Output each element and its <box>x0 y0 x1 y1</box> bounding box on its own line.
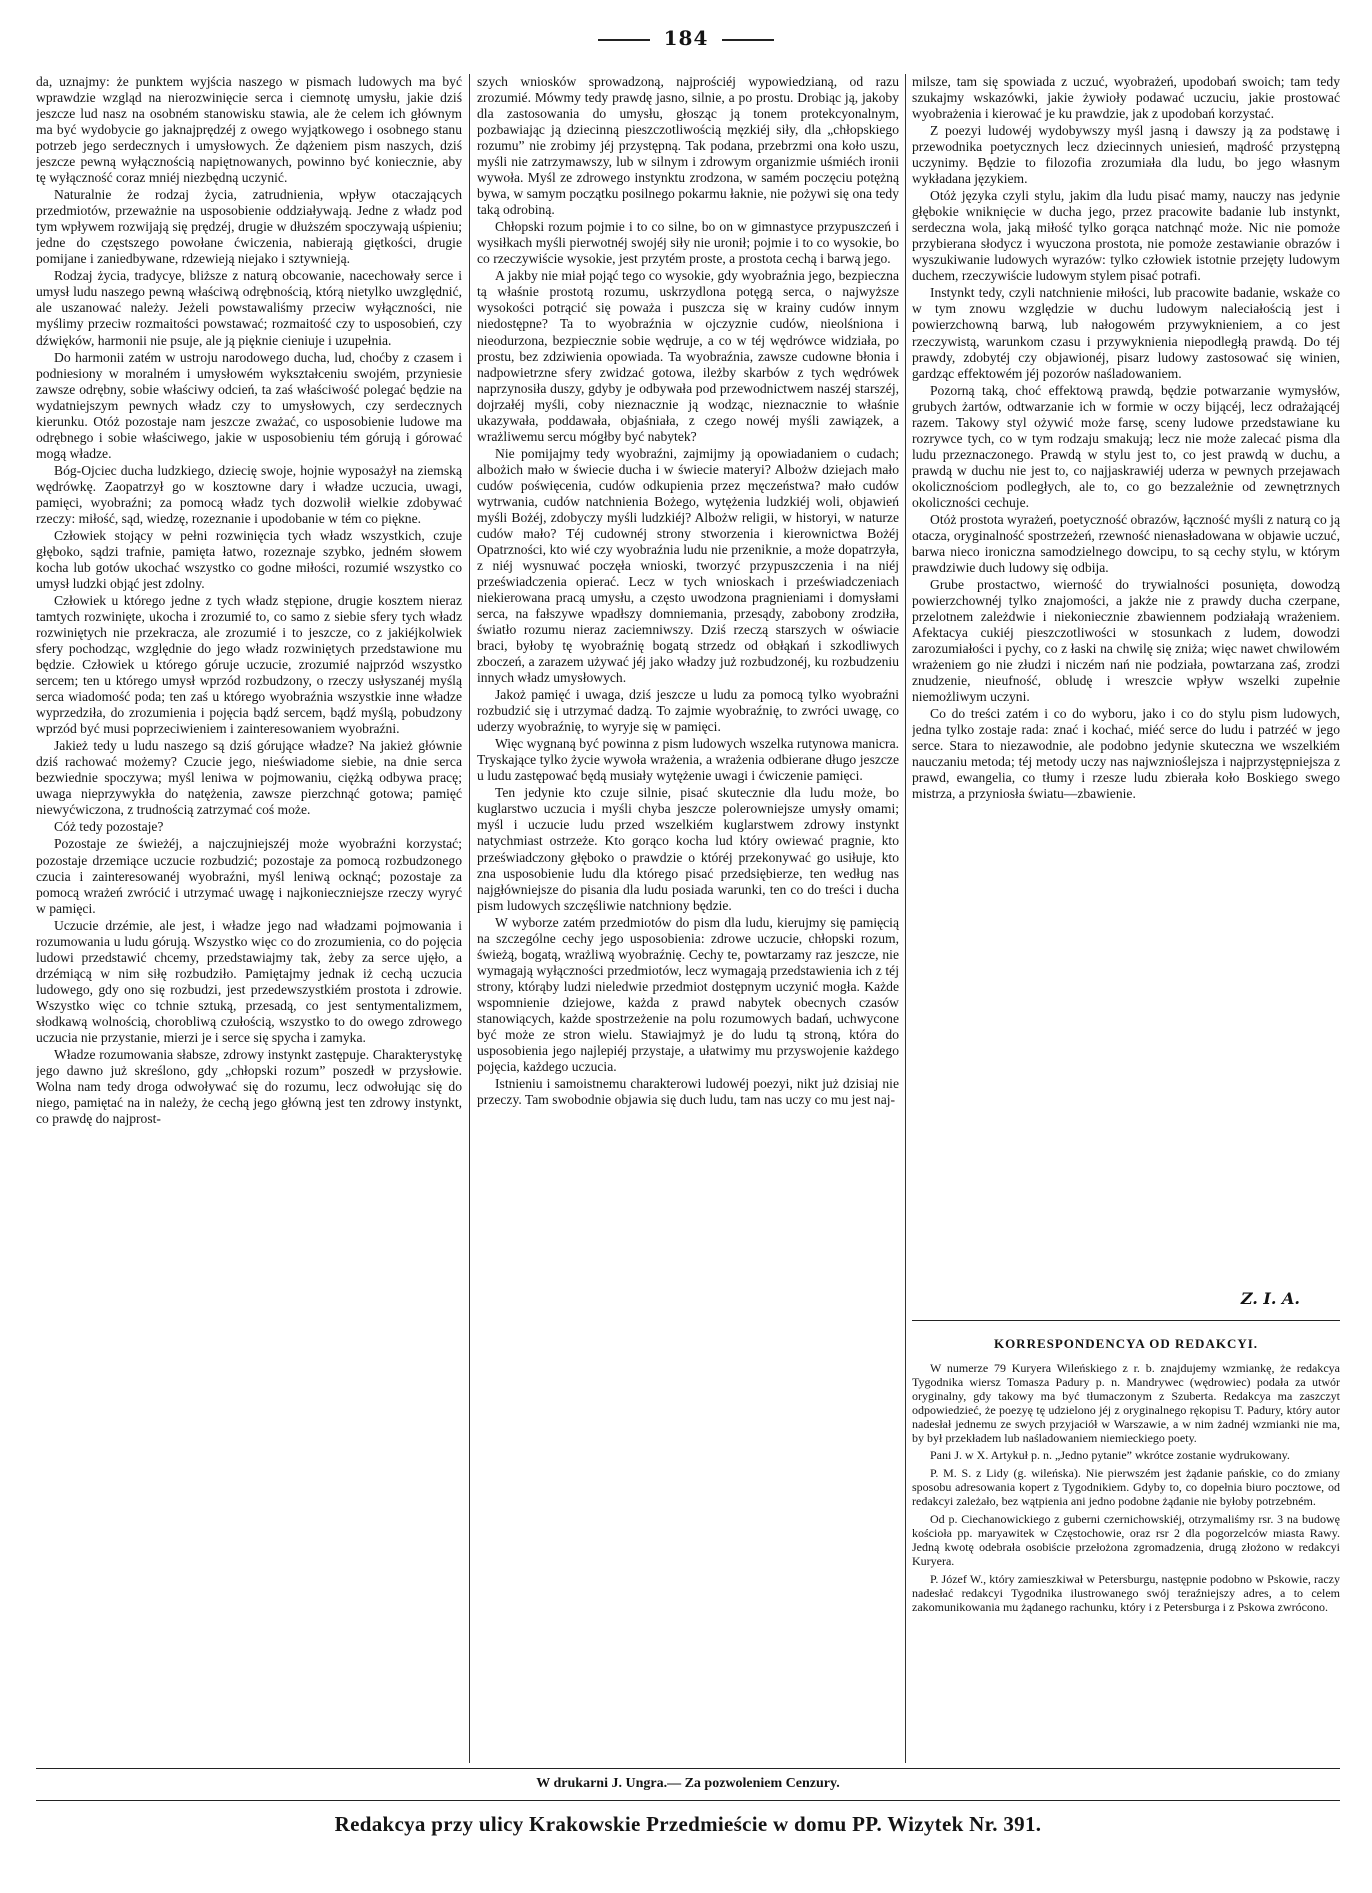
article-paragraph: Pozorną taką, choć effektową prawdą, będzie potwarzanie wymysłów, grubych żartów, odtwarzanie ich w formie w oczy bijącéj, lecz odrażającéj razem. Takowy styl ożywić może farsę, sceny ludowe przedstawiane ku rozrywce tych, co w tym rodzaju smakują; lecz nie może zalecać pisma dla ludu przeznaczonego. Prawdą w stylu jest to, co jest prawdą w duchu, a prawdą w duchu nie jest to, co najjaskrawiéj uderza w pewnych przejawach okolicznościom podległych, ale to, co go bezzależnie od zewnętrznych okoliczności cechuje. <box>912 382 1340 510</box>
correspondence-item: W numerze 79 Kuryera Wileńskiego z r. b. znajdujemy wzmiankę, że redakcya Tygodnika wiersz Tomasza Padury p. n. Mandrywec (wędrowiec) podała za utwór oryginalny, gdy takowy ma być tłumaczonym z Szuberta. Redakcya ma zaszczyt odpowiedzieć, że poezyę tę udzielono jéj z oryginalnego rękopisu T. Padury, który autor nadesłał jednemu ze swych przyjaciół w Warszawie, a w nim żadnéj wzmianki nie ma, by był przekładem lub naśladowaniem niemieckiego poety. <box>912 1362 1340 1445</box>
correspondence-item: Od p. Ciechanowickiego z guberni czernichowskiéj, otrzymaliśmy rsr. 3 na budowę kościoła pp. maryawitek w Częstochowie, oraz rsr 2 dla pogorzelców miasta Rawy. Jedną kwotę odebrała osobiście przełożona zgromadzenia, drugą złożono w redakcyi Kuryera. <box>912 1512 1340 1568</box>
article-signature: Z. I. A. <box>1240 1289 1300 1308</box>
column-divider <box>469 74 470 1763</box>
header-dash-right <box>722 39 774 41</box>
footer-divider <box>36 1768 1340 1769</box>
footer-divider <box>36 1800 1340 1801</box>
article-paragraph: Grube prostactwo, wierność do trywialności posunięta, dowodzą powierzchownéj tylko znajomości, a jakże nie z prawdy ducha czerpane, przelotnem zależdwie i niekoniecznie zbawiennem podziałają wrażeniem. Afektacya cukiéj pieszczotliwości w stosunkach z ludem, dowodzi zarozumiałości i pychy, co z łaski na chwilę się zniża; więc nawet chwilowém wrażeniem go nie złudzi i niczém nań nie podziała, powtarzana zaś, zrodzi znudzenie, nieufność, obludę i wreszcie wpływ wszelki zupełnie niemożliwym uczyni. <box>912 576 1340 705</box>
correspondence-section <box>912 1362 1340 1762</box>
article-paragraph: Więc wygnaną być powinna z pism ludowych wszelka rutynowa manicra. Tryskające tylko życie wywoła wrażenia, a wrażenia odbierane długo jeszcze u ludu zastępować będą musiały wytężenie uwagi i ćwiczenie pamięci. <box>477 736 899 784</box>
article-paragraph: szych wniosków sprowadzoną, najprościéj wypowiedzianą, od razu zrozumié. Mówmy tedy prawdę jasno, silnie, a po prostu. Drobiąc ją, jakoby dla zastosowania do umysłu, głosząc ją tonem protekcyonalnym, pozbawiając ją dziecinną pieszczotliwością męzkiéj siły, dla „chłopskiego rozumu” nie zrobimy jéj przystępną. Tak podana, przebrzmi ona koło uszu, myśli nie zatrzymawszy, lub w silnym i zdrowym organizmie uśmiéch ironii wywoła. Myśl ze zdrowego instynktu zrodzona, w samém poczęciu potężną bywa, w samym początku posilnego pokarmu łaknie, nie pożywi się ona tedy taką odrobiną. <box>477 74 899 218</box>
article-paragraph: W wyborze zatém przedmiotów do pism dla ludu, kierujmy się pamięcią na szczególne cechy jego usposobienia: zdrowe uczucie, chłopski rozum, świeżą, bogatą, wrażliwą wyobraźnię. Cechy te, powtarzamy raz jeszcze, nie wymagają wyłączności przedmiotów, lecz wymagają przedstawienia ich z téj strony, którąby ludzi nieledwie przedmiot dostępnym uczynić mogła. Każde wspomnienie dziejowe, każda z prawd nabytek obecnych czasów stanowiących, każde spostrzeżenie na polu rozumowych badań, uchwycone być może ze stron wielu. Stawiajmyż je do ludu tą stroną, która do usposobienia jego najlepiéj przystaje, a ułatwimy mu przyswojenie każdego pojęcia, każdego uczucia. <box>477 914 899 1074</box>
article-column-1 <box>36 74 462 1763</box>
header-dash-left <box>598 39 650 41</box>
article-paragraph: Ten jedynie kto czuje silnie, pisać skutecznie dla ludu może, bo kuglarstwo uczucia i myśli chyba jeszcze polerowniejsze umysły omami; myśl i uczucie ludu przed wszelkiém kuglarstwem zdrowy instynkt natychmiast ostrzeże. Kto gorąco kocha lud który owiewać pragnie, kto przeświadczony głęboko o prawdzie o któréj przekonywać go usiłuje, kto zna usposobienie ludu dla którego pisać przedsiębierze, ten według nas najgłówniejsze do pisania dla ludu posiada warunki, ten co do treści i ducha pism ludowych szczęśliwie natchniony będzie. <box>477 785 899 913</box>
article-paragraph: Otóż języka czyli stylu, jakim dla ludu pisać mamy, nauczy nas jedynie głębokie wniknięcie w ducha jego, przez pracowite badanie lub instynkt, serdeczna wola, jaką miłość tylko gorąca natchnąć może. Nic nie pomoże przybierana słodycz i wyuczona prostota, nie pomoże zestawianie obrazów i wyszukiwanie ludowych wyrazów: tylko człowiek istotnie przejęty ludowym duchem, rzeczywiście ludowym stylem pisać potrafi. <box>912 188 1340 284</box>
article-paragraph: Z poezyi ludowéj wydobywszy myśl jasną i dawszy ją za podstawę i przewodnika poetycznych lecz dziecinnych uniesień, mądrość przystępną uczynimy. Będzie to filozofia zrozumiała dla ludu, bo jego własnym wykładana językiem. <box>912 123 1340 187</box>
article-signature-wrap <box>912 1285 1340 1308</box>
article-paragraph: Człowiek stojący w pełni rozwinięcia tych władz wszystkich, czuje głęboko, sądzi trafnie, pamięta łatwo, rozeznaje szybko, jedném słowem kocha lub gotów ukochać wszystko co godne miłości, rozumié wszystko co umysł ludzki objąć jest zdolny. <box>36 527 462 591</box>
article-paragraph: da, uznajmy: że punktem wyjścia naszego w pismach ludowych ma być wprawdzie wzgląd na nierozwinięcie serca i ciemnotę umysłu, jakie dziś jeszcze lud nasz na osobném stanowisku stawia, ale że celem ich głównym ma być wydobycie go jaknajprędzéj z owego wyjątkowego i osobnego stanu potrzeb jego serdecznych i umysłowych. Że dążeniem pism naszych, dziś jeszcze pewną wyłącznością napiętnowanych, powinno być koniecznie, aby tę wyłączność coraz mniéj niezbędną uczynić. <box>36 74 462 186</box>
article-paragraph: Rodzaj życia, tradycye, bliższe z naturą obcowanie, nacechowały serce i umysł ludu naszego pewną właściwą odrębnością, którą nietylko uwzględnić, ale uszanować należy. Jeżeli powstawaliśmy przeciw wyłączności, nie myślimy przeciw rozmaitości powstawać; rozmaitość czy to usposobień, czy dźwięków, harmonii nie psuje, ale ją pięknie cieniuje i uzupełnia. <box>36 268 462 348</box>
article-paragraph: Uczucie drzémie, ale jest, i władze jego nad władzami pojmowania i rozumowania u ludu górują. Wszystko więc co do zrozumienia, co do pojęcia ludowi przedstawić chcemy, przedstawiajmy tak, żeby za serce ujęło, a drzémiącą w nim siłę rozbudziło. Pamiętajmy jednak iż cechą uczucia ludowego, gdy ono się rozbudzi, jest przedewszystkiém prostota i zdrowie. Wszystko więc co tchnie sztuką, przesadą, co jest sentymentalizmem, słodkawą wolnością, chorobliwą czułością, wszystko to do owego zdrowego uczucia nie przystanie, mierzi je i serce się spycha i zamyka. <box>36 917 462 1045</box>
article-paragraph: Człowiek u którego jedne z tych władz stępione, drugie kosztem nieraz tamtych rozwinięte, ukocha i zrozumié to, co samo z siebie sfery tych władz rozwiniętych nie przekracza, ale zrozumié i to jeszcze, co z jakiéjkolwiek sfery pochodząc, względnie do jego władz rozwiniętych przedstawione mu będzie. Człowiek u którego góruje uczucie, zrozumié najprzód wszystko sercem; ten u którego umysł wprzód rozbudzony, o rzeczy usłyszanéj myślą serca wiadomość poda; ten zaś u którego wyobraźnia wszystkie inne władze wyprzedziła, do zrozumienia i pojęcia bądź sercem, bądź myślą, pobudzony wprzód być musi poprzeciwieniem i zainteresowaniem wyobraźni. <box>36 593 462 737</box>
article-paragraph: Co do treści zatém i co do wyboru, jako i co do stylu pism ludowych, jedna tylko zostaje rada: znać i kochać, miéć serce do ludu i patrzéć w jego serce. Stara to niezawodnie, ale podobno jedynie skuteczna we wszelkiém nauczaniu metoda; téj metody uczy nas najwznioślejsza i najprzystępniejsza z prawd, ewangelia, co tłumy i rzesze ludu zbierała koło Boskiego swego mistrza, a przyniosła światu—zbawienie. <box>912 706 1340 802</box>
correspondence-item: P. M. S. z Lidy (g. wileńska). Nie pierwszém jest żądanie pańskie, co do zmiany sposobu adresowania kopert z Tygodnikiem. Gdyby to, co dopełnia biuro pocztowe, od redakcyi zależało, bez wątpienia ani jedno podobne żądanie nie byłoby potrzebném. <box>912 1466 1340 1509</box>
article-paragraph: Naturalnie że rodzaj życia, zatrudnienia, wpływ otaczających przedmiotów, przeważnie na usposobienie oddziaływają. Jedne z władz pod tym wpływem rozwijają się prędzéj, drugie w dłuższém spoczywają uśpieniu; jedne do częstszego powołane ćwiczenia, nabierają giętkości, drugie pomijane i zaniedbywane, rdzewieją niejako i sztywnieją. <box>36 187 462 267</box>
article-column-2 <box>477 74 899 1763</box>
article-paragraph: Nie pomijajmy tedy wyobraźni, zajmijmy ją opowiadaniem o cudach; albożich mało w świecie ducha i w świecie materyi? Albożw dziejach mało cudów poświęcenia, cudów odkupienia przez męczeństwa? mało cudów wytrwania, cudów natchnienia Bożego, wytężenia ludzkiéj woli, objawień myśli Bożéj, zdobyczy myśli ludzkiéj? Albożw religii, w historyi, w naturze cudów mało? Téj cudownéj strony stworzenia i kierownictwa Bożéj Opatrzności, kto wié czy wyobraźnia ludu nie przeniknie, a może dopatrzyła, z niéj wysnuwać poczęła wnioski, tworzyć przypuszczenia i na niéj przeświadczenia opierać. Lecz w tych wnioskach i przeświadczeniach niekierowana pracą umysłu, a często uwodzona pragnieniami i domysłami serca, na fałszywe wpadłszy domniemania, przesądy, zabobony zrodziła, światło rozumu nieraz zaciemniwszy. Dziś rzeczą starszych w oświacie braci, byłoby tę wyobraźnię bogatą strzedz od obłąkań i szkodliwych zboczeń, a zarazem używać jéj jako władzy już rozbudzonéj, ku rozbudzeniu innych władz umysłowych. <box>477 445 899 686</box>
page-number-header <box>0 26 1372 50</box>
article-paragraph: Istnieniu i samoistnemu charakterowi ludowéj poezyi, nikt już dzisiaj nie przeczy. Tam swobodnie objawia się duch ludu, tam nas uczy co mu jest naj- <box>477 1075 899 1107</box>
correspondence-title: KORRESPONDENCYA OD REDAKCYI. <box>993 1336 1259 1351</box>
article-paragraph: Instynkt tedy, czyli natchnienie miłości, lub pracowite badanie, wskaże co w tym znowu względzie w duchu ludowym naleciałością jest i powierzchowną barwą, lub nałogowém przywyknieniem, a co jest rzeczywistą, warunkom czasu i przywyknienia niepodległą prawdą. Do téj prawdy, zdobytéj czy objawionéj, pisarz ludowy zastosować się winien, gardząc effektowém jéj pozorów naśladowaniem. <box>912 285 1340 381</box>
correspondence-item: Pani J. w X. Artykuł p. n. „Jedno pytanie” wkrótce zostanie wydrukowany. <box>930 1448 1290 1463</box>
article-paragraph: Otóż prostota wyrażeń, poetyczność obrazów, łączność myśli z naturą co ją otacza, oryginalność spostrzeżeń, rzewność nienasładowana w objawie uczuć, barwa nieco ironiczna samodzielnego dowcipu, to są cechy stylu, w którym prawdziwie duch ludowy się odbija. <box>912 511 1340 575</box>
article-paragraph: Bóg-Ojciec ducha ludzkiego, dziecię swoje, hojnie wyposażył na ziemską wędrówkę. Zaopatrzył go w kosztowne dary i władze uczucia, uwagi, pamięci, wyobraźni; za pomocą władz tych dozwolił wielkie zdobywać rzeczy: miłość, sąd, wiedzę, rozeznanie i upodobanie w tém co piękne. <box>36 462 462 526</box>
column-divider <box>905 74 906 1763</box>
editorial-address: Redakcya przy ulicy Krakowskie Przedmieście w domu PP. Wizytek Nr. 391. <box>334 1812 1042 1836</box>
article-paragraph: Jakież tedy u ludu naszego są dziś górujące władze? Na jakież głównie dziś rachować możemy? Czucie jego, nieświadome siebie, na dnie serca bezwiednie spoczywa; myśl leniwa w pojmowaniu, ciężką odbywa pracę; uwaga nieprzywykła do natężenia, zawsze pierzchnąć gotowa; pamięć niewyćwiczona, z trudnością zatrzymać coś może. <box>36 738 462 818</box>
article-paragraph: Jakoż pamięć i uwaga, dziś jeszcze u ludu za pomocą tylko wyobraźni rozbudzić się i utrzymać dadzą. To zajmie wyobraźnię, to zwróci uwagę, co uderzy wyobraźnię, to wyryje się w pamięci. <box>477 687 899 735</box>
article-paragraph: Pozostaje ze świeżéj, a najczujniejszéj może wyobraźni korzystać; pozostaje drzemiące uczucie rozbudzić; pozostaje za pomocą rozbudzonego czucia i zainteresowanéj wyobraźni, myśl leniwą ocknąć; pozostaje za pomocą wrażeń zwrócić i utrzymać uwagę i najkonieczniejsze rzeczy wyryć w pamięci. <box>36 836 462 916</box>
page-number: 184 <box>663 26 709 50</box>
article-paragraph: Władze rozumowania słabsze, zdrowy instynkt zastępuje. Charakterystykę jego dawno już skreślono, gdy „chłopski rozum” poszedł w przysłowie. Wolna nam tedy droga odwoływać się do rozumu, lecz odwołując się do niego, pamiętać na in należy, że cechą jego główną jest ten zdrowy instynkt, co prawdę do najprost- <box>36 1046 462 1126</box>
article-paragraph: A jakby nie miał pojąć tego co wysokie, gdy wyobraźnia jego, bezpieczna tą właśnie prostotą rozumu, uskrzydlona potęgą serca, o najwyższe wysokości potrącić się poważa i puszcza się w krainy cudów innym niedostępne? Ta to wyobraźnia w ojczyznie cudów, nieolśniona i nieodurzona, bezpiecznie sobie wędruje, a co w téj wędrówce widziała, po prostu, bez zdziwienia opowiada. Ta wyobraźnia, zawsze cudowne błonia i nadpowietrzne sfery zwidzać gotowa, ileżby skarbów z tych wędrówek naprzynosiła duszy, gdyby je odbywała pod przewodnictwem naszéj starszéj, dojrzałéj myśli, coby nieznacznie ją wodząc, nieznacznie to właśnie ukazywała, poddawała, objaśniała, z czego nowéj myśli zawiązek, a wrażliwemu sercu mógłby być nabytek? <box>477 268 899 444</box>
article-paragraph: Do harmonii zatém w ustroju narodowego ducha, lud, choćby z czasem i podniesiony w moralném i umysłowém wykształceniu swojém, przyniesie zawsze odrębny, sobie właściwy odcień, ta zaś właściwość polegać będzie na wydatniejszym pewnych władz czy to umysłowych, czy serdecznych kierunku. Otóż pozostaje nam jeszcze zważać, co usposobienie ludowe ma odrębnego i sobie właściwego, jakie w usposobieniu tém górują i górować mogą władze. <box>36 349 462 461</box>
article-paragraph: milsze, tam się spowiada z uczuć, wyobrażeń, upodobań swoich; tam tedy szukajmy wskazówki, jakie żywioły podawać uczuciu, jakie prostować wyobrażenia i kierować je ku prawdzie, jak z upodobań korzystać. <box>912 74 1340 122</box>
article-paragraph: Chłopski rozum pojmie i to co silne, bo on w gimnastyce przypuszczeń i wysiłkach myśli pierwotnéj swojéj siły nie uronił; pojmie i to co wysokie, bo co rzeczywiście wysokie, jest przytém proste, a prostota cechą i barwą jego. <box>477 219 899 267</box>
correspondence-item: P. Józef W., który zamieszkiwał w Petersburgu, następnie podobno w Pskowie, raczy nadesłać redakcyi Tygodnika ilustrowanego swój teraźniejszy adres, a to celem zakomunikowania mu żądanego rachunku, który i z Petersburga i z Pskowa zwrócono. <box>912 1571 1340 1614</box>
article-paragraph: Cóż tedy pozostaje? <box>54 819 164 835</box>
section-divider <box>912 1320 1340 1321</box>
printer-note: W drukarni J. Ungra.— Za pozwoleniem Cenzury. <box>536 1776 840 1791</box>
article-column-3 <box>912 74 1340 1318</box>
